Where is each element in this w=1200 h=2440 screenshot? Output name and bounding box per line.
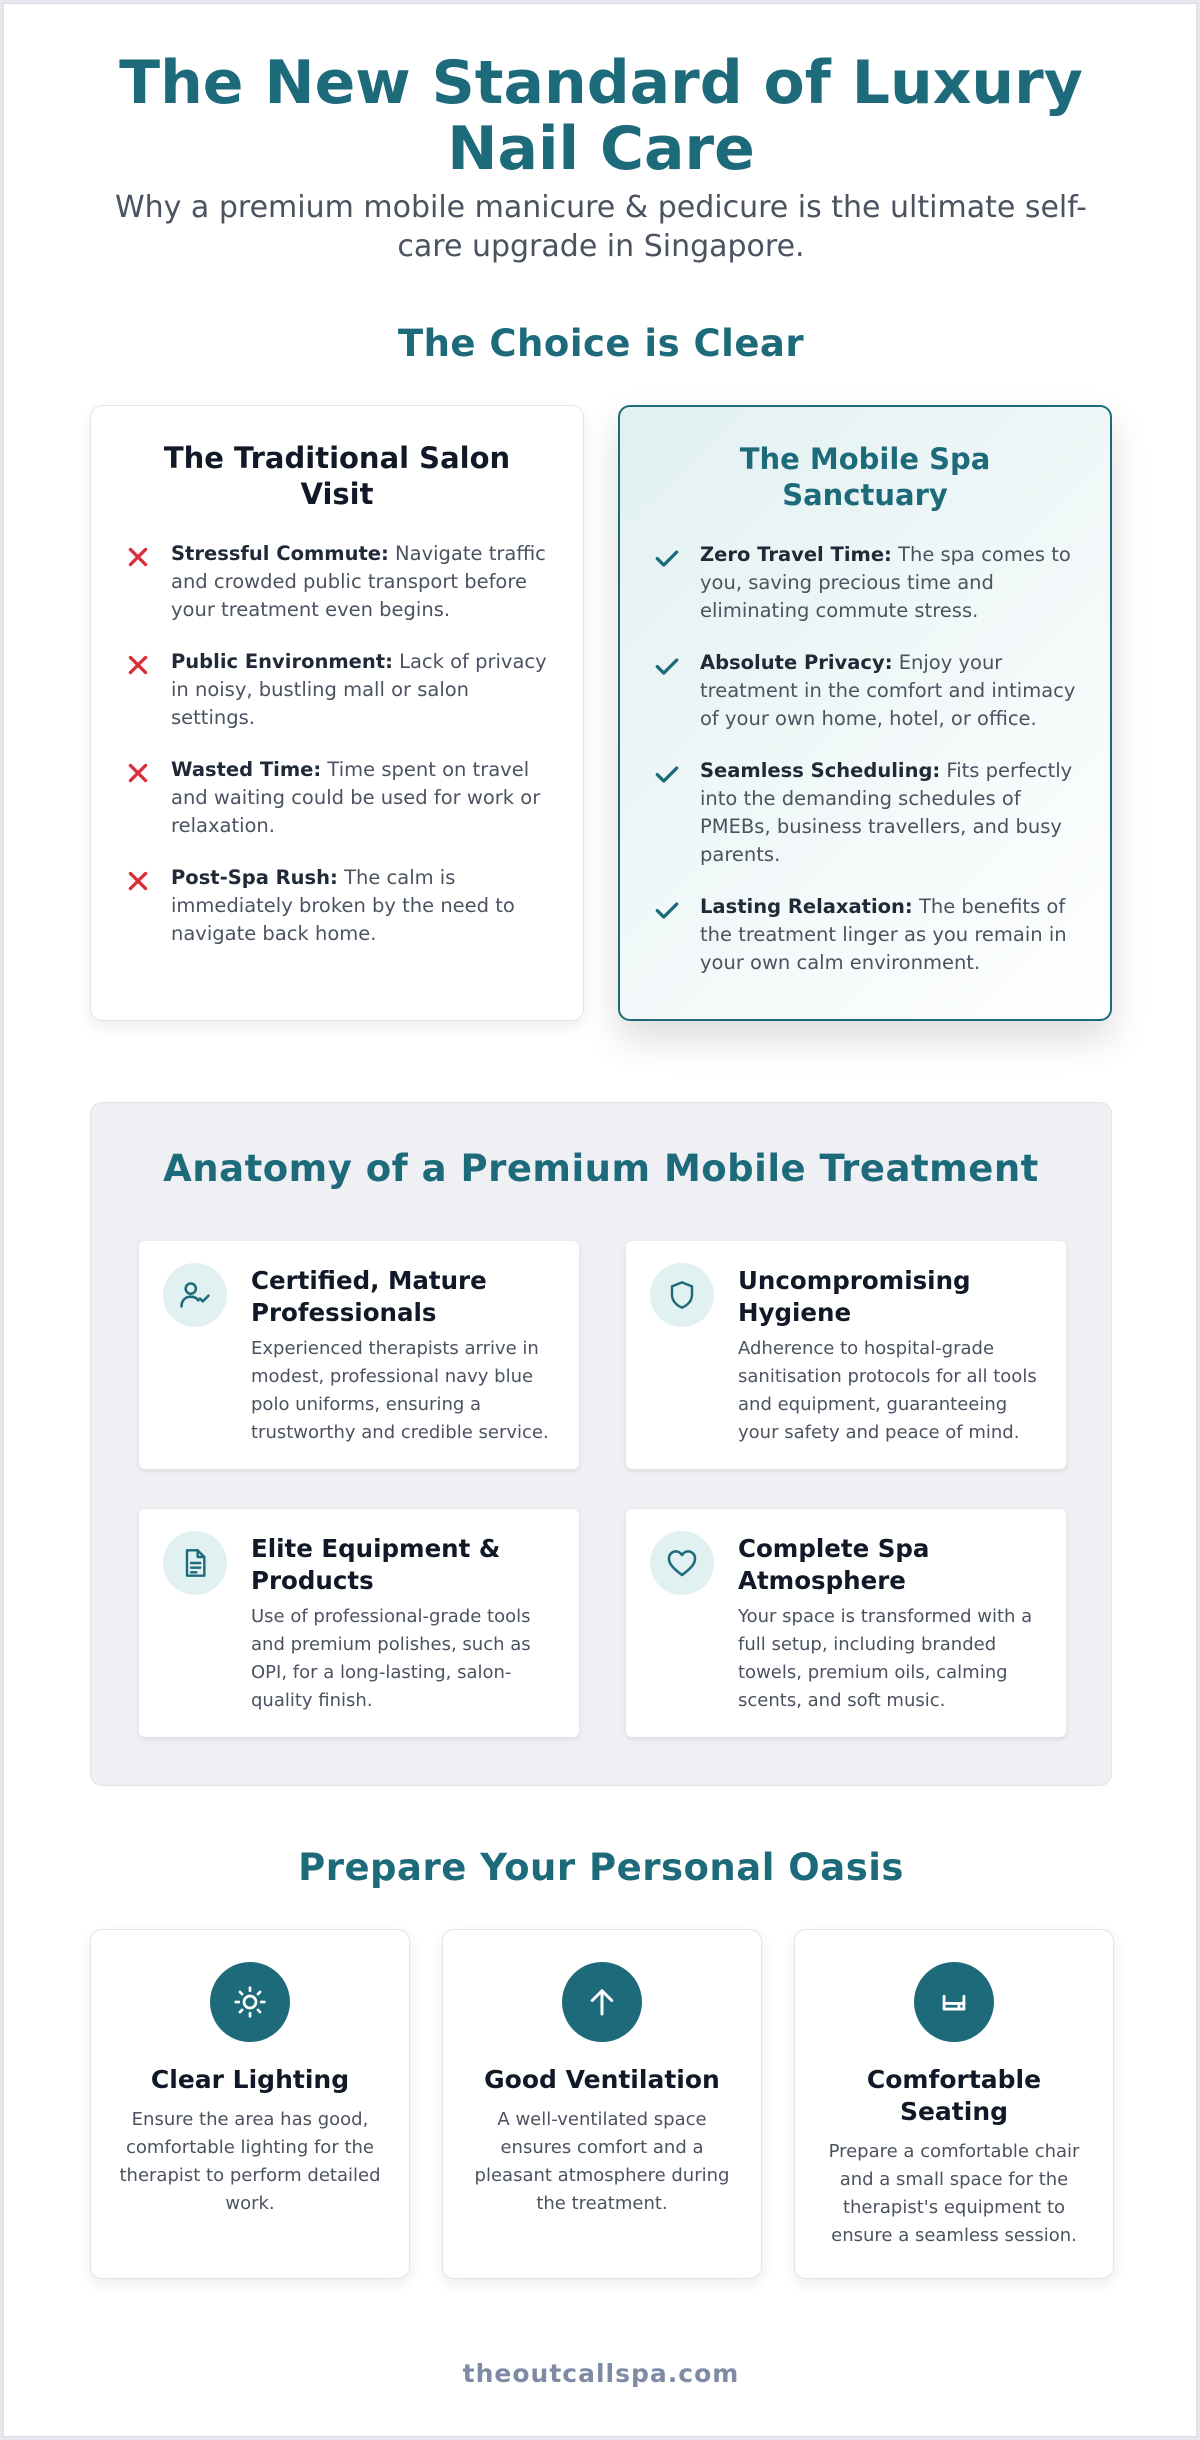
salon-item-label: Public Environment: — [171, 650, 393, 673]
salon-item-text: Lack of privacy in noisy, bustling mall or salon settings. — [171, 650, 547, 729]
salon-card — [90, 405, 584, 1021]
oasis-card-text: Ensure the area has good, comfortable lighting for the therapist to perform detailed work. — [119, 2109, 381, 2214]
feature-description: Use of professional-grade tools and premium polishes, such as OPI, for a long-lasting, salon-quality finish. — [251, 1606, 531, 1711]
salon-item-text: Time spent on travel and waiting could be used for work or relaxation. — [171, 758, 541, 837]
feature-title: Elite Equipment & Products — [251, 1534, 501, 1595]
choice-section-title: The Choice is Clear — [397, 322, 805, 365]
footer-website: theoutcallspa.com — [462, 2359, 740, 2388]
oasis-section-title: Prepare Your Personal Oasis — [298, 1846, 904, 1889]
checkmark-icon — [654, 545, 680, 571]
mobile-item-label: Lasting Relaxation: — [700, 895, 913, 918]
feature-card-hygiene — [626, 1241, 1066, 1469]
mobile-item-label: Absolute Privacy: — [700, 651, 893, 674]
salon-item-label: Post-Spa Rush: — [171, 866, 338, 889]
feature-title: Uncompromising Hygiene — [738, 1266, 971, 1327]
page-title: The New Standard of Luxury Nail Care — [119, 48, 1083, 184]
mobile-item-text: Enjoy your treatment in the comfort and intimacy of your own home, hotel, or office. — [700, 651, 1076, 730]
shield-icon — [650, 1263, 714, 1327]
feature-card-atmosphere — [626, 1509, 1066, 1737]
page-subtitle: Why a premium mobile manicure & pedicure is the ultimate self-care upgrade in Singapore. — [114, 190, 1088, 264]
sun-icon — [210, 1962, 290, 2042]
mobile-item-label: Zero Travel Time: — [700, 543, 892, 566]
mobile-item-label: Seamless Scheduling: — [700, 759, 941, 782]
feature-title: Complete Spa Atmosphere — [738, 1534, 930, 1595]
feature-card-equipment — [139, 1509, 579, 1737]
checkmark-icon — [654, 761, 680, 787]
oasis-card-text: A well-ventilated space ensures comfort and a pleasant atmosphere during the treatment. — [474, 2109, 730, 2214]
mobile-card-heading: The Mobile Spa Sanctuary — [739, 442, 991, 512]
anatomy-panel — [90, 1102, 1112, 1786]
salon-item-post-spa — [125, 864, 549, 948]
feature-description: Adherence to hospital-grade sanitisation protocols for all tools and equipment, guaranteeing your safety and peace of mind. — [738, 1338, 1037, 1443]
feature-description: Your space is transformed with a full setup, including branded towels, premium oils, calming scents, and soft music. — [738, 1606, 1033, 1711]
feature-title: Certified, Mature Professionals — [251, 1266, 487, 1327]
oasis-card-title: Good Ventilation — [484, 2065, 720, 2094]
mobile-item-scheduling — [654, 757, 1076, 869]
mobile-item-privacy — [654, 649, 1076, 733]
cross-icon — [125, 868, 151, 894]
heart-icon — [650, 1531, 714, 1595]
oasis-card-text: Prepare a comfortable chair and a small space for the therapist's equipment to ensure a seamless session. — [828, 2141, 1080, 2246]
seat-icon — [914, 1962, 994, 2042]
mobile-item-text: The spa comes to you, saving precious time and eliminating commute stress. — [700, 543, 1071, 622]
salon-item-environment — [125, 648, 549, 732]
oasis-card-ventilation — [442, 1929, 762, 2279]
feature-description: Experienced therapists arrive in modest, professional navy blue polo uniforms, ensuring a trustworthy and credible service. — [251, 1338, 549, 1443]
cross-icon — [125, 544, 151, 570]
mobile-item-relaxation — [654, 893, 1076, 977]
document-icon — [163, 1531, 227, 1595]
checkmark-icon — [654, 897, 680, 923]
oasis-card-lighting — [90, 1929, 410, 2279]
cross-icon — [125, 760, 151, 786]
mobile-item-text: Fits perfectly into the demanding schedules of PMEBs, business travellers, and busy parents. — [700, 759, 1073, 866]
checkmark-icon — [654, 653, 680, 679]
infographic-page — [3, 3, 1197, 2437]
mobile-spa-card — [618, 405, 1112, 1021]
feature-card-professionals — [139, 1241, 579, 1469]
salon-item-text: The calm is immediately broken by the need to navigate back home. — [171, 866, 515, 945]
salon-item-commute — [125, 540, 549, 624]
anatomy-section-title: Anatomy of a Premium Mobile Treatment — [163, 1147, 1039, 1190]
oasis-card-seating — [794, 1929, 1114, 2279]
mobile-item-text: The benefits of the treatment linger as you remain in your own calm environment. — [700, 895, 1067, 974]
oasis-card-title: Comfortable Seating — [866, 2065, 1042, 2126]
arrow-up-icon — [562, 1962, 642, 2042]
salon-item-label: Wasted Time: — [171, 758, 322, 781]
salon-item-label: Stressful Commute: — [171, 542, 389, 565]
oasis-card-title: Clear Lighting — [150, 2065, 350, 2094]
user-check-icon — [163, 1263, 227, 1327]
mobile-item-travel — [654, 541, 1076, 625]
salon-card-heading: The Traditional Salon Visit — [163, 441, 511, 511]
cross-icon — [125, 652, 151, 678]
salon-item-text: Navigate traffic and crowded public transport before your treatment even begins. — [171, 542, 546, 621]
salon-item-wasted-time — [125, 756, 549, 840]
